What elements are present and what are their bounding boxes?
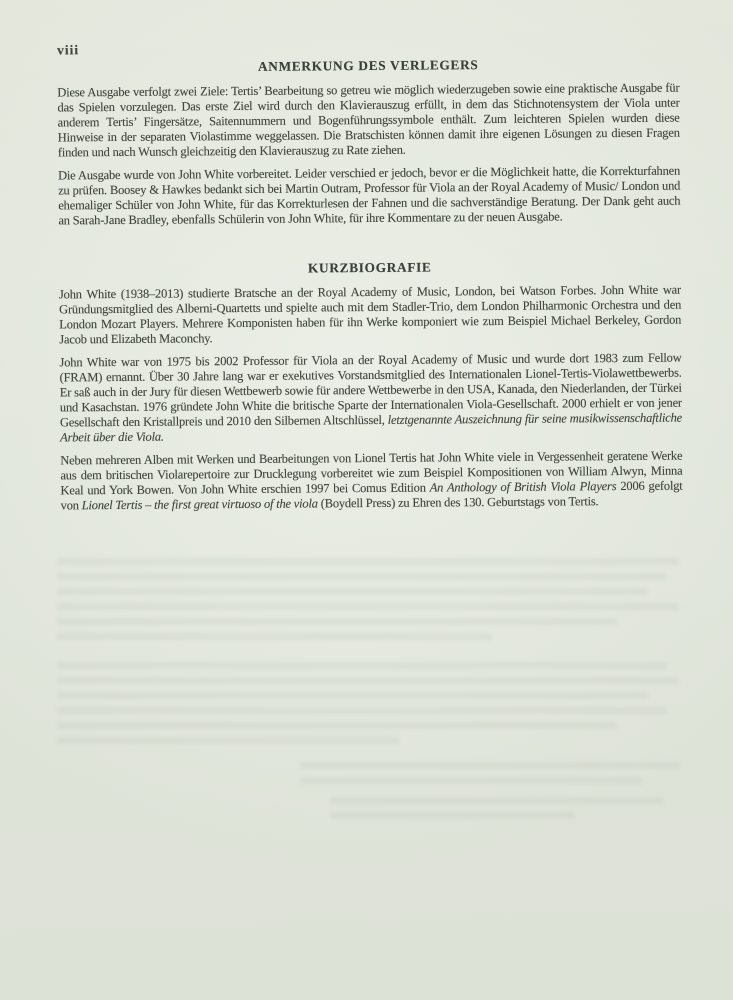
show-through-line xyxy=(57,707,667,714)
page-content xyxy=(57,38,683,522)
paragraph-publishers-note-2 xyxy=(58,164,680,229)
text-run: Neben mehreren Alben mit Werken und Bearbeitungen von Lionel Tertis hat John White viele in Vergessenheit geratene Werke aus dem britischen Violarepertoire zur Drucklegung vorbereitet wie zum Beispiel Kompositionen von William Alwyn, Minna Keal und York Bowen. Von John White erschien 1997 bei Comus Edition xyxy=(60,448,683,498)
paragraph-publishers-note-1 xyxy=(57,81,680,161)
show-through-line xyxy=(57,603,679,610)
show-through-line xyxy=(57,558,679,565)
show-through-line xyxy=(57,722,617,729)
show-through-line xyxy=(57,633,492,640)
show-through-line xyxy=(300,777,642,784)
show-through-line xyxy=(330,812,575,819)
section-heading-biography: KURZBIOGRAFIE xyxy=(307,259,432,276)
show-through-line xyxy=(57,692,648,699)
section-heading-publishers-note: ANMERKUNG DES VERLEGERS xyxy=(257,57,479,74)
show-through-texture-block-3 xyxy=(300,762,680,792)
text-run: An Anthology of British Viola Players xyxy=(429,479,617,495)
show-through-line xyxy=(57,618,617,625)
show-through-line xyxy=(57,588,648,595)
paragraph-biography-3 xyxy=(60,449,682,514)
show-through-texture-block-1 xyxy=(57,558,679,648)
show-through-texture-block-2 xyxy=(57,662,679,752)
text-run: John White war von 1975 bis 2002 Professor für Viola an der Royal Academy of Music und wurde dort 1983 zum Fellow (FRAM) ernannt. Über 30 Jahre lang war er exekutives Vorstandsmitglied des Internationalen Lionel-Tertis-Violawettbewerbs. Er saß auch in der Jury für diesen Wettbewerb sowie für andere Wettbewerbe in den USA, Kanada, den Niederlanden, der Türkei und Kasachstan. 1976 gründete John White die britische Sparte der Internationalen Viola-Gesellschaft. 2000 erhielt er von jener Gesellschaft den Kristallpreis und 2010 den Silbernen Altschlüssel, xyxy=(59,350,682,430)
text-run: Die Ausgabe wurde von John White vorbereitet. Leider verschied er jedoch, bevor er die Möglichkeit hatte, die Korrekturfahnen zu prüfen. Boosey & Hawkes bedankt sich bei Martin Outram, Professor für Viola an der Royal Academy of Music/ London und ehemaliger Schüler von John White, für das Korrekturlesen der Fahnen und die sachverständige Beratung. Der Dank geht auch an Sarah-Jane Bradley, ebenfalls Schülerin von John White, für ihre Kommentare zu der neuen Ausgabe. xyxy=(57,163,681,228)
show-through-line xyxy=(57,677,679,684)
show-through-line xyxy=(300,762,680,769)
show-through-line xyxy=(57,573,667,580)
text-run: John White (1938–2013) studierte Bratsche an der Royal Academy of Music, London, bei Watson Forbes. John White war Gründungsmitglied des Alberni-Quartetts und spielte auch mit dem Stadler-Trio, dem London Philharmonic Orchestra und den London Mozart Players. Mehrere Komponisten haben für ihn Werke komponiert wie zum Beispiel Michael Berkeley, Gordon Jacob und Elizabeth Maconchy. xyxy=(58,282,682,347)
text-run: Diese Ausgabe verfolgt zwei Ziele: Tertis’ Bearbeitung so getreu wie möglich wiederzugeben sowie eine praktische Ausgabe für das Spielen vorzulegen. Das erste Ziel wird durch den Klavierauszug erfüllt, in dem das Stichnotensystem der Viola unter anderem Tertis’ Fingersätze, Saitennummern und Bogenführungssymbole enthält. Zum leichteren Spielen wurden diese Hinweise in der separaten Violastimme weggelassen. Die Bratschisten können damit ihre eigenen Lösungen zu diesen Fragen finden und nach Wunsch gleichzeitig den Klavierauszug zu Rate ziehen. xyxy=(57,80,680,160)
paragraph-biography-1 xyxy=(59,283,681,348)
text-run: Lionel Tertis – the first great virtuoso of the viola xyxy=(81,496,318,513)
text-run: (Boydell Press) zu Ehren des 130. Geburtstags von Tertis. xyxy=(317,494,599,511)
page-number: viii xyxy=(57,42,80,58)
show-through-line xyxy=(57,662,667,669)
show-through-texture-block-4 xyxy=(330,797,680,827)
text-run: letztgenannte Auszeichnung für seine musikwissenschaftliche Arbeit über die Viola. xyxy=(60,410,683,445)
show-through-line xyxy=(330,797,663,804)
text-run: 2006 gefolgt von xyxy=(60,478,683,513)
paragraph-biography-2 xyxy=(59,351,682,446)
show-through-line xyxy=(57,737,399,744)
